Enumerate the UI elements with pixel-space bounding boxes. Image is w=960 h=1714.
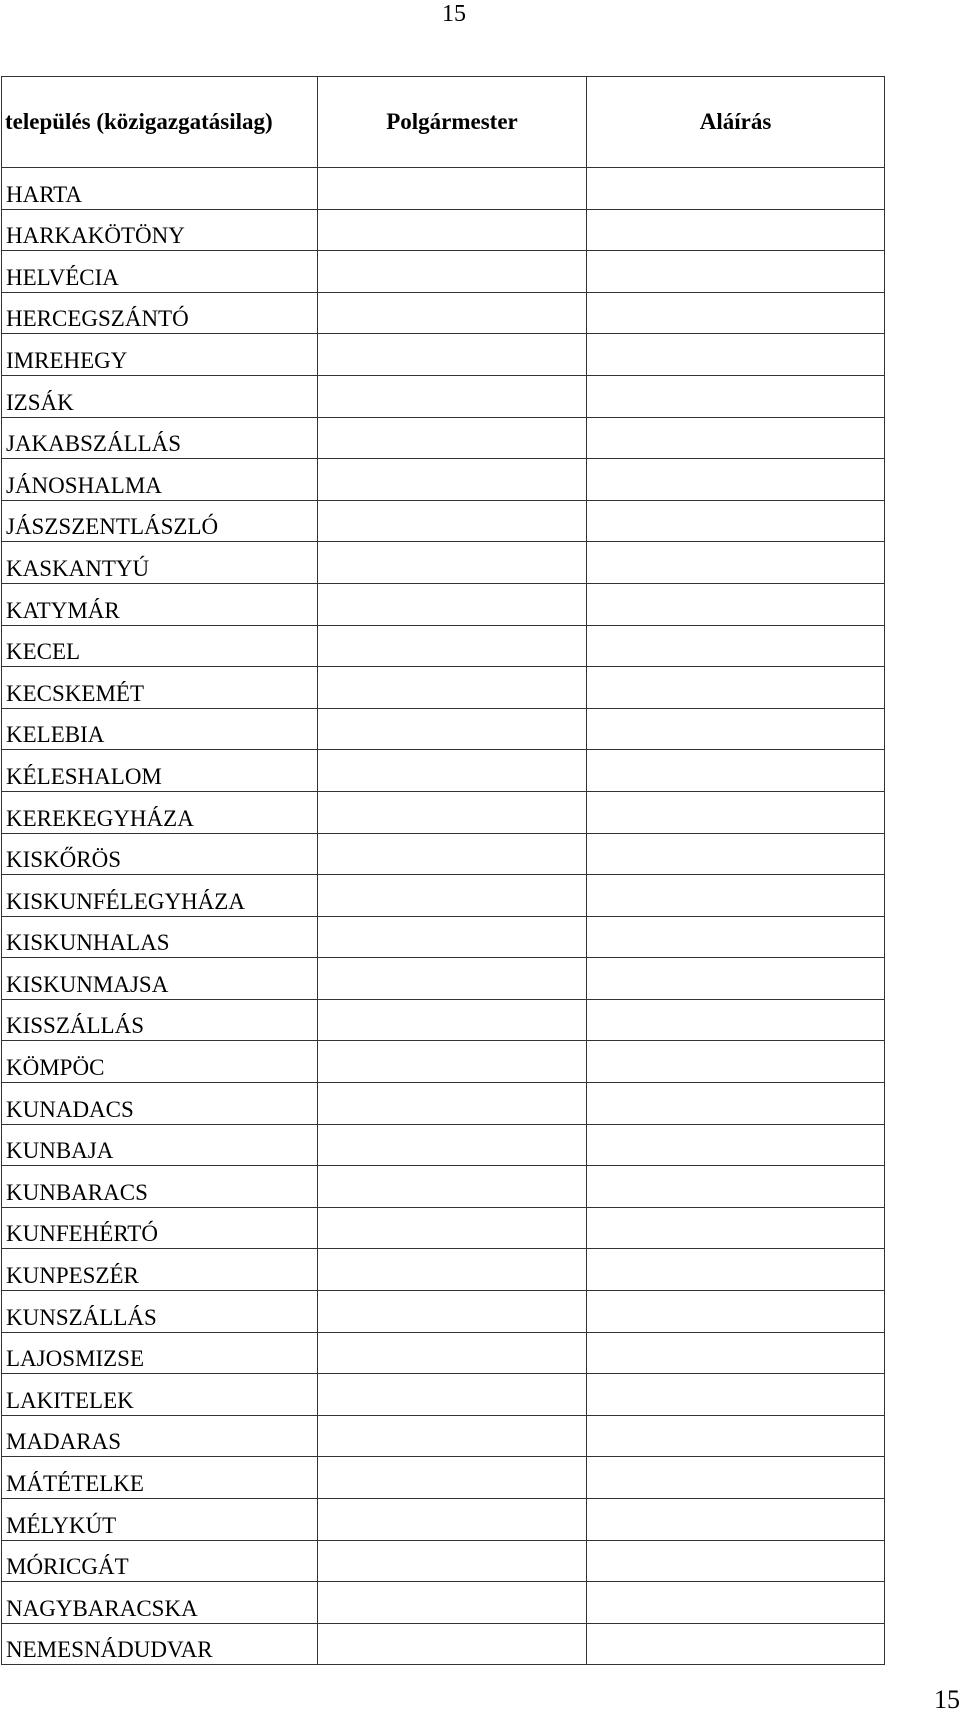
signature-cell[interactable] <box>587 1499 885 1541</box>
mayor-cell[interactable] <box>318 916 587 958</box>
table-row <box>2 999 885 1041</box>
settlement-name-cell: KATYMÁR <box>2 583 318 625</box>
settlement-name-cell: KUNBAJA <box>2 1124 318 1166</box>
mayor-cell[interactable] <box>318 168 587 210</box>
mayor-cell[interactable] <box>318 251 587 293</box>
mayor-cell[interactable] <box>318 1623 587 1665</box>
settlement-name-cell: KÉLESHALOM <box>2 750 318 792</box>
settlement-name-cell: KISKUNFÉLEGYHÁZA <box>2 875 318 917</box>
settlement-name-cell: JÁNOSHALMA <box>2 459 318 501</box>
signature-cell[interactable] <box>587 1249 885 1291</box>
settlement-name-cell: KEREKEGYHÁZA <box>2 791 318 833</box>
mayor-cell[interactable] <box>318 1166 587 1208</box>
table-row <box>2 833 885 875</box>
mayor-cell[interactable] <box>318 459 587 501</box>
settlement-name-cell: KÖMPÖC <box>2 1041 318 1083</box>
mayor-cell[interactable] <box>318 1207 587 1249</box>
settlement-name-cell: KISKUNHALAS <box>2 916 318 958</box>
signature-cell[interactable] <box>587 1124 885 1166</box>
page-number-top: 15 <box>442 1 466 27</box>
signature-cell[interactable] <box>587 1083 885 1125</box>
settlement-name-cell: HARTA <box>2 168 318 210</box>
signature-cell[interactable] <box>587 459 885 501</box>
settlement-name-cell: KUNADACS <box>2 1083 318 1125</box>
mayor-cell[interactable] <box>318 1249 587 1291</box>
table-row <box>2 1540 885 1582</box>
table-row <box>2 667 885 709</box>
signature-cell[interactable] <box>587 791 885 833</box>
settlement-name-cell: NAGYBARACSKA <box>2 1582 318 1624</box>
table-row <box>2 1415 885 1457</box>
table-row <box>2 791 885 833</box>
settlement-name-cell: LAKITELEK <box>2 1374 318 1416</box>
table-row <box>2 625 885 667</box>
mayor-cell[interactable] <box>318 1499 587 1541</box>
mayor-cell[interactable] <box>318 1332 587 1374</box>
settlement-name-cell: KELEBIA <box>2 708 318 750</box>
settlement-name-cell: IMREHEGY <box>2 334 318 376</box>
signature-cell[interactable] <box>587 999 885 1041</box>
signature-cell[interactable] <box>587 750 885 792</box>
settlement-name-cell: KUNSZÁLLÁS <box>2 1291 318 1333</box>
settlement-name-cell: KASKANTYÚ <box>2 542 318 584</box>
settlement-name-cell: KISKUNMAJSA <box>2 958 318 1000</box>
signature-cell[interactable] <box>587 625 885 667</box>
signature-cell[interactable] <box>587 292 885 334</box>
table-row <box>2 708 885 750</box>
mayor-cell[interactable] <box>318 500 587 542</box>
signature-cell[interactable] <box>587 1623 885 1665</box>
table-row <box>2 1166 885 1208</box>
settlement-name-cell: HERCEGSZÁNTÓ <box>2 292 318 334</box>
settlement-name-cell: KECEL <box>2 625 318 667</box>
signature-cell[interactable] <box>587 375 885 417</box>
table-row <box>2 1124 885 1166</box>
table-row <box>2 1374 885 1416</box>
mayor-cell[interactable] <box>318 667 587 709</box>
table-row <box>2 1207 885 1249</box>
table-header-row <box>2 77 885 168</box>
settlement-name-cell: KECSKEMÉT <box>2 667 318 709</box>
mayor-cell[interactable] <box>318 1540 587 1582</box>
table-row <box>2 958 885 1000</box>
settlement-name-cell: KUNPESZÉR <box>2 1249 318 1291</box>
table-body <box>2 168 885 1665</box>
table-row <box>2 875 885 917</box>
settlement-name-cell: KISKŐRÖS <box>2 833 318 875</box>
signature-cell[interactable] <box>587 875 885 917</box>
signature-cell[interactable] <box>587 583 885 625</box>
mayor-cell[interactable] <box>318 292 587 334</box>
mayor-cell[interactable] <box>318 1374 587 1416</box>
signature-cell[interactable] <box>587 1540 885 1582</box>
mayor-cell[interactable] <box>318 417 587 459</box>
settlement-name-cell: MADARAS <box>2 1415 318 1457</box>
table-row <box>2 1249 885 1291</box>
signature-cell[interactable] <box>587 958 885 1000</box>
signature-cell[interactable] <box>587 833 885 875</box>
table-row <box>2 916 885 958</box>
table-row <box>2 1499 885 1541</box>
table-row <box>2 1291 885 1333</box>
mayor-cell[interactable] <box>318 583 587 625</box>
settlement-name-cell: LAJOSMIZSE <box>2 1332 318 1374</box>
mayor-cell[interactable] <box>318 1457 587 1499</box>
table-row <box>2 292 885 334</box>
mayor-cell[interactable] <box>318 334 587 376</box>
mayor-cell[interactable] <box>318 542 587 584</box>
signature-cell[interactable] <box>587 1166 885 1208</box>
mayor-cell[interactable] <box>318 750 587 792</box>
signature-cell[interactable] <box>587 1041 885 1083</box>
signature-cell[interactable] <box>587 417 885 459</box>
table-row <box>2 500 885 542</box>
table-row <box>2 251 885 293</box>
table-row <box>2 1041 885 1083</box>
signature-cell[interactable] <box>587 1582 885 1624</box>
settlement-name-cell: MÁTÉTELKE <box>2 1457 318 1499</box>
mayor-cell[interactable] <box>318 1415 587 1457</box>
table-row <box>2 417 885 459</box>
settlement-name-cell: KUNBARACS <box>2 1166 318 1208</box>
signature-cell[interactable] <box>587 667 885 709</box>
page-number-bottom: 15 <box>934 1685 960 1714</box>
signature-cell[interactable] <box>587 708 885 750</box>
settlement-name-cell: IZSÁK <box>2 375 318 417</box>
settlement-name-cell: KISSZÁLLÁS <box>2 999 318 1041</box>
column-header-mayor: Polgármester <box>318 77 587 168</box>
settlement-name-cell: HELVÉCIA <box>2 251 318 293</box>
settlement-name-cell: MÉLYKÚT <box>2 1499 318 1541</box>
table-row <box>2 1623 885 1665</box>
table-row <box>2 375 885 417</box>
table-row <box>2 168 885 210</box>
mayor-cell[interactable] <box>318 1291 587 1333</box>
signature-table <box>1 76 885 1665</box>
signature-cell[interactable] <box>587 1291 885 1333</box>
settlement-name-cell: JAKABSZÁLLÁS <box>2 417 318 459</box>
settlement-name-cell: MÓRICGÁT <box>2 1540 318 1582</box>
settlement-name-cell: JÁSZSZENTLÁSZLÓ <box>2 500 318 542</box>
signature-cell[interactable] <box>587 542 885 584</box>
mayor-cell[interactable] <box>318 1083 587 1125</box>
table-row <box>2 1457 885 1499</box>
table-row <box>2 334 885 376</box>
signature-cell[interactable] <box>587 251 885 293</box>
settlement-name-cell: KUNFEHÉRTÓ <box>2 1207 318 1249</box>
mayor-cell[interactable] <box>318 958 587 1000</box>
mayor-cell[interactable] <box>318 625 587 667</box>
mayor-cell[interactable] <box>318 1582 587 1624</box>
mayor-cell[interactable] <box>318 791 587 833</box>
table-row <box>2 542 885 584</box>
signature-cell[interactable] <box>587 500 885 542</box>
mayor-cell[interactable] <box>318 708 587 750</box>
column-header-signature: Aláírás <box>587 77 885 168</box>
mayor-cell[interactable] <box>318 1124 587 1166</box>
signature-cell[interactable] <box>587 1207 885 1249</box>
signature-cell[interactable] <box>587 1374 885 1416</box>
signature-cell[interactable] <box>587 1332 885 1374</box>
signature-cell[interactable] <box>587 1415 885 1457</box>
mayor-cell[interactable] <box>318 833 587 875</box>
mayor-cell[interactable] <box>318 999 587 1041</box>
table-row <box>2 209 885 251</box>
table-row <box>2 1083 885 1125</box>
signature-cell[interactable] <box>587 209 885 251</box>
column-header-settlement: település (közigazgatásilag) <box>2 77 318 168</box>
signature-cell[interactable] <box>587 168 885 210</box>
signature-cell[interactable] <box>587 334 885 376</box>
mayor-cell[interactable] <box>318 209 587 251</box>
table-row <box>2 583 885 625</box>
mayor-cell[interactable] <box>318 375 587 417</box>
table-row <box>2 750 885 792</box>
signature-cell[interactable] <box>587 1457 885 1499</box>
settlement-name-cell: HARKAKÖTÖNY <box>2 209 318 251</box>
settlement-name-cell: NEMESNÁDUDVAR <box>2 1623 318 1665</box>
table-row <box>2 1332 885 1374</box>
mayor-cell[interactable] <box>318 1041 587 1083</box>
mayor-cell[interactable] <box>318 875 587 917</box>
signature-cell[interactable] <box>587 916 885 958</box>
table-row <box>2 459 885 501</box>
table-row <box>2 1582 885 1624</box>
